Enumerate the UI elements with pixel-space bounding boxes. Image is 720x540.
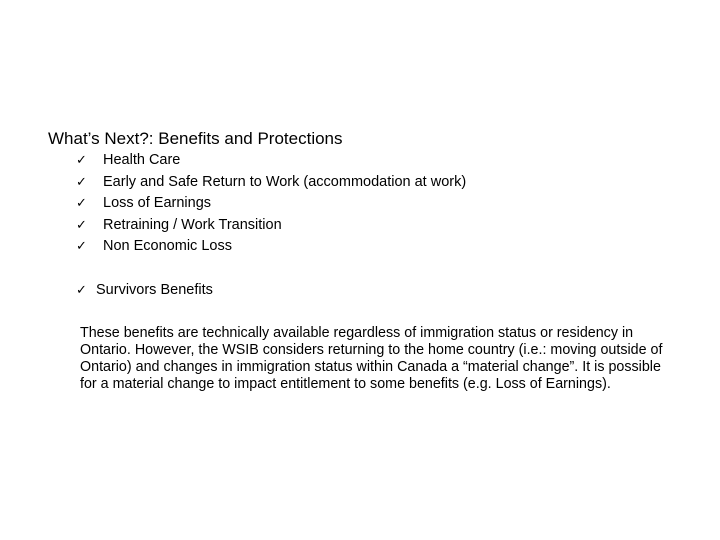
check-icon: ✓ [76, 217, 87, 233]
survivors-label: Survivors Benefits [96, 282, 213, 298]
benefit-label: Non Economic Loss [103, 238, 232, 255]
list-item [76, 150, 466, 172]
check-icon: ✓ [76, 239, 87, 255]
check-icon: ✓ [76, 196, 87, 212]
list-item [76, 193, 466, 215]
benefit-label: Early and Safe Return to Work (accommodation at work) [103, 173, 467, 190]
list-item [76, 236, 466, 258]
slide-heading: What’s Next?: Benefits and Protections [48, 129, 343, 148]
check-icon: ✓ [76, 283, 87, 298]
list-item [76, 172, 466, 194]
check-icon: ✓ [76, 174, 87, 190]
explanation-paragraph: These benefits are technically available regardless of immigration status or residency in Ontario. However, the WSIB considers returning to the home country (i.e.: moving outside of Ontario) and changes in immigration status within Canada a “material change”. It is possible for a material change to impact entitlement to some benefits (e.g. Loss of Earnings). [80, 325, 663, 392]
benefit-label: Loss of Earnings [103, 195, 212, 212]
check-icon: ✓ [76, 153, 87, 168]
benefit-label: Health Care [103, 152, 181, 168]
benefit-label: Retraining / Work Transition [103, 216, 282, 233]
benefits-list [76, 150, 466, 258]
survivors-benefits-item [76, 280, 213, 302]
list-item [76, 215, 466, 237]
